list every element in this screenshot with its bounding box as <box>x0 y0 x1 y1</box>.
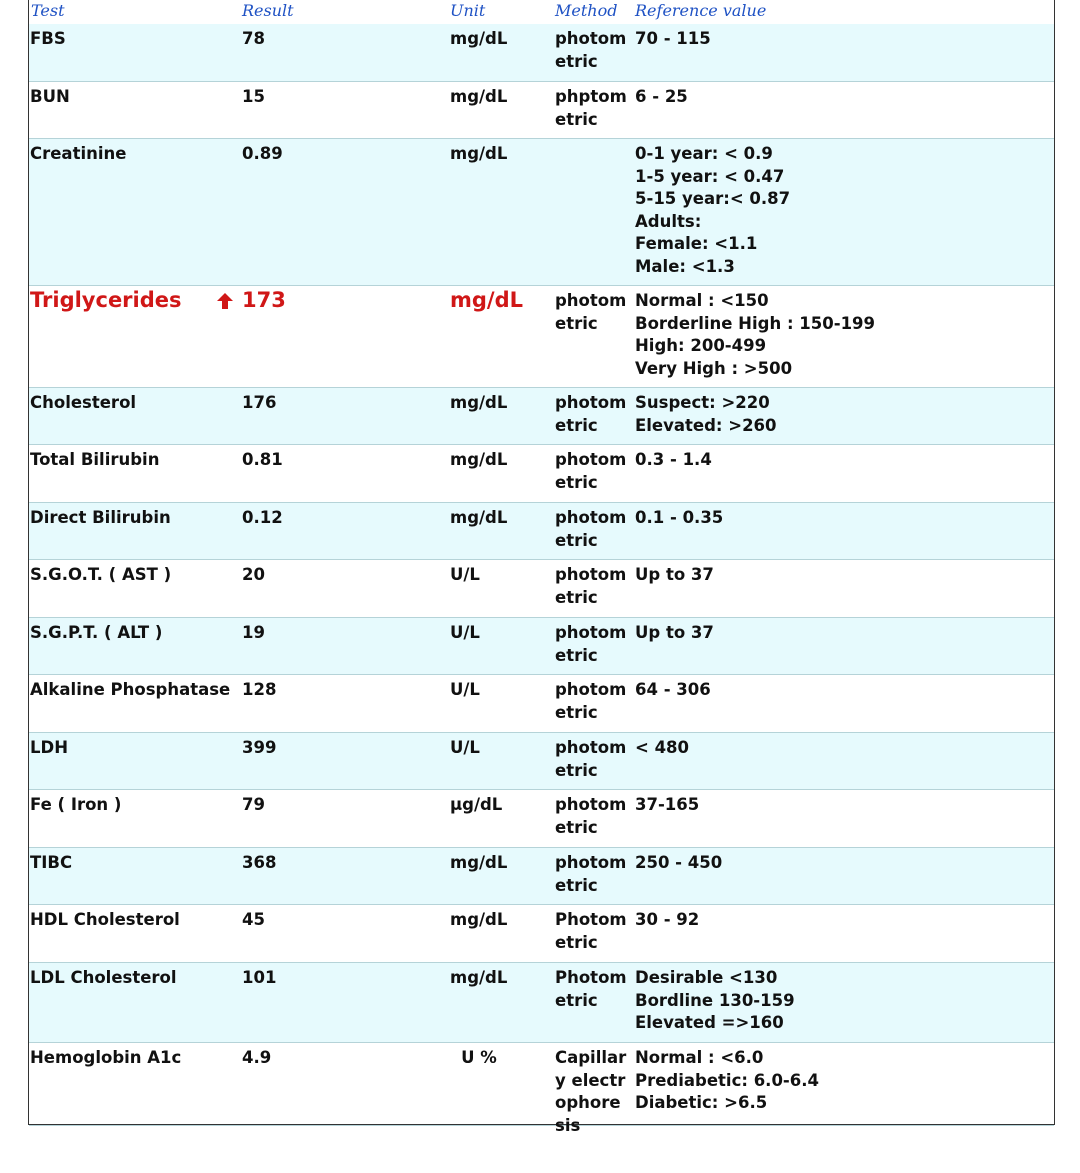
test-result: 101 <box>242 968 277 987</box>
reference-value <box>635 909 699 932</box>
reference-value <box>635 622 714 645</box>
high-arrow-icon <box>216 292 234 310</box>
test-method: photometric <box>555 623 627 665</box>
test-method: photometric <box>555 853 627 895</box>
reference-line: Normal : <6.0 <box>635 1048 764 1067</box>
test-name: Triglycerides <box>30 288 182 312</box>
reference-line: 0.3 - 1.4 <box>635 450 712 469</box>
test-unit: µg/dL <box>450 795 503 814</box>
test-method: photometric <box>555 508 627 550</box>
table-row <box>29 139 1054 286</box>
test-name: Direct Bilirubin <box>30 508 171 527</box>
test-result: 0.89 <box>242 144 283 163</box>
table-row <box>29 790 1054 848</box>
reference-value <box>635 852 722 875</box>
test-result: 78 <box>242 29 265 48</box>
test-name: Fe ( Iron ) <box>30 795 122 814</box>
test-name: HDL Cholesterol <box>30 910 180 929</box>
test-unit: mg/dL <box>450 87 508 106</box>
test-unit: U/L <box>450 680 480 699</box>
reference-line: Elevated: >260 <box>635 415 777 435</box>
table-header <box>29 0 1054 24</box>
reference-line: Normal : <150 <box>635 291 769 310</box>
reference-value <box>635 794 699 817</box>
test-unit: mg/dL <box>450 910 508 929</box>
reference-line: < 480 <box>635 738 690 757</box>
reference-line: Up to 37 <box>635 565 714 584</box>
table-row <box>29 560 1054 618</box>
table-row <box>29 445 1054 503</box>
reference-value <box>635 564 714 587</box>
table-row <box>29 1043 1054 1135</box>
test-name: Total Bilirubin <box>30 450 160 469</box>
header-result: Result <box>242 1 294 20</box>
header-unit: Unit <box>450 1 486 20</box>
reference-line: Female: <1.1 <box>635 234 758 253</box>
reference-value <box>635 28 711 51</box>
test-unit: mg/dL <box>450 853 508 872</box>
test-method: photometric <box>555 291 627 333</box>
test-unit: mg/dL <box>450 450 508 469</box>
test-unit: U/L <box>450 623 480 642</box>
test-unit: mg/dL <box>450 29 508 48</box>
table-row <box>29 82 1054 139</box>
test-method: photometric <box>555 680 627 722</box>
test-unit: mg/dL <box>450 393 508 412</box>
reference-line: Diabetic: >6.5 <box>635 1093 768 1112</box>
test-result: 0.81 <box>242 450 283 469</box>
reference-line: 37-165 <box>635 795 700 814</box>
test-result: 79 <box>242 795 265 814</box>
test-result: 0.12 <box>242 508 283 527</box>
table-row <box>29 388 1054 445</box>
test-name: LDL Cholesterol <box>30 968 177 987</box>
test-name: S.G.O.T. ( AST ) <box>30 565 172 584</box>
test-name: Alkaline Phosphatase <box>30 680 231 699</box>
reference-line: Borderline High : 150-199 <box>635 313 876 333</box>
test-result: 173 <box>242 288 286 312</box>
reference-line: Up to 37 <box>635 623 714 642</box>
header-reference: Reference value <box>635 1 767 20</box>
test-result: 368 <box>242 853 277 872</box>
table-row <box>29 503 1054 560</box>
table-row <box>29 963 1054 1043</box>
reference-line: 6 - 25 <box>635 87 688 106</box>
reference-value <box>635 449 712 472</box>
reference-line: 64 - 306 <box>635 680 711 699</box>
reference-value <box>635 967 795 1035</box>
header-test: Test <box>31 1 65 20</box>
test-result: 20 <box>242 565 265 584</box>
test-result: 15 <box>242 87 265 106</box>
table-row <box>29 733 1054 790</box>
test-name: Hemoglobin A1c <box>30 1048 182 1067</box>
test-method: photometric <box>555 565 627 607</box>
test-result: 4.9 <box>242 1048 272 1067</box>
table-body <box>29 24 1054 1135</box>
lab-report-table <box>28 0 1055 1135</box>
test-unit: mg/dL <box>450 508 508 527</box>
test-unit: U % <box>461 1048 497 1067</box>
test-result: 45 <box>242 910 265 929</box>
reference-value <box>635 143 790 278</box>
test-name: LDH <box>30 738 69 757</box>
reference-value <box>635 290 875 380</box>
test-unit: mg/dL <box>450 144 508 163</box>
table-row <box>29 905 1054 963</box>
table-row <box>29 618 1054 675</box>
test-name: TIBC <box>30 853 73 872</box>
reference-line: 250 - 450 <box>635 853 723 872</box>
test-name: S.G.P.T. ( ALT ) <box>30 623 163 642</box>
reference-line: Male: <1.3 <box>635 256 735 276</box>
test-method: photometric <box>555 738 627 780</box>
test-result: 19 <box>242 623 265 642</box>
header-method: Method <box>555 1 618 20</box>
reference-line: Suspect: >220 <box>635 393 770 412</box>
reference-line: Desirable <130 <box>635 968 778 987</box>
test-unit: U/L <box>450 565 480 584</box>
reference-line: Bordline 130-159 <box>635 990 795 1010</box>
table-row <box>29 24 1054 82</box>
test-unit: mg/dL <box>450 968 508 987</box>
reference-line: Very High : >500 <box>635 358 793 378</box>
test-name: BUN <box>30 87 70 106</box>
test-method: photometric <box>555 795 627 837</box>
test-unit: mg/dL <box>450 288 523 312</box>
reference-line: 1-5 year: < 0.47 <box>635 166 785 186</box>
test-result: 128 <box>242 680 277 699</box>
test-result: 176 <box>242 393 277 412</box>
test-result: 399 <box>242 738 277 757</box>
reference-value <box>635 86 688 109</box>
reference-line: High: 200-499 <box>635 336 767 355</box>
test-method: Photometric <box>555 910 627 952</box>
test-name: FBS <box>30 29 66 48</box>
table-row <box>29 848 1054 905</box>
reference-value <box>635 679 711 702</box>
reference-line: 70 - 115 <box>635 29 711 48</box>
reference-line: 0-1 year: < 0.9 <box>635 144 773 163</box>
reference-value <box>635 507 723 530</box>
reference-value <box>635 1047 819 1115</box>
test-method: photometric <box>555 450 627 492</box>
test-method: phptometric <box>555 87 627 129</box>
reference-line: 0.1 - 0.35 <box>635 508 724 527</box>
reference-value <box>635 392 777 437</box>
reference-line: 30 - 92 <box>635 910 700 929</box>
reference-line: Adults: <box>635 211 702 231</box>
table-row <box>29 675 1054 733</box>
test-method: photometric <box>555 393 627 435</box>
test-unit: U/L <box>450 738 480 757</box>
reference-line: Elevated =>160 <box>635 1013 784 1032</box>
test-name: Creatinine <box>30 144 127 163</box>
test-name: Cholesterol <box>30 393 137 412</box>
reference-value <box>635 737 689 760</box>
test-method: Capillary electrophoresis <box>555 1048 627 1135</box>
reference-line: 5-15 year:< 0.87 <box>635 189 791 208</box>
reference-line: Prediabetic: 6.0-6.4 <box>635 1070 819 1090</box>
test-method: Photometric <box>555 968 627 1010</box>
test-method: photometric <box>555 29 627 71</box>
table-row <box>29 286 1054 388</box>
